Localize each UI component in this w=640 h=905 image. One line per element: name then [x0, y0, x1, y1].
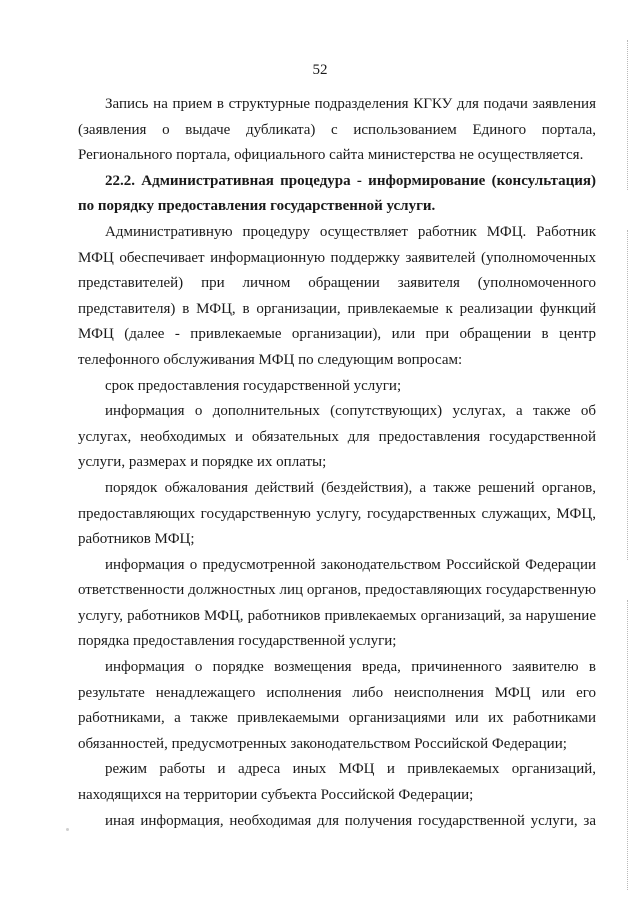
list-item-liability-info: информация о предусмотренной законодательством Российской Федерации ответственности должностных лиц органов, предоставляющих государственную услугу, работников МФЦ, работников привлекаемых организаций, за нарушение порядка предоставления государственной услуги;: [78, 556, 596, 650]
list-item-working-hours: режим работы и адреса иных МФЦ и привлекаемых организаций, находящихся на территории субъекта Российской Федерации;: [78, 761, 596, 804]
scan-margin-line: [627, 40, 628, 190]
scan-speck: [66, 828, 69, 831]
paragraph-appointment-note: Запись на прием в структурные подразделения КГКУ для подачи заявления (заявления о выдаче дубликата) с использованием Единого портала, Регионального портала, официального сайта министерства не осуществляется.: [78, 96, 596, 164]
list-item-service-term: срок предоставления государственной услуги;: [105, 377, 402, 394]
list-item-additional-services: информация о дополнительных (сопутствующих) услугах, а также об услугах, необходимых и обязательных для предоставления государственной услуги, размерах и порядке их оплаты;: [78, 403, 596, 471]
document-body: [78, 92, 596, 834]
scan-margin-line: [627, 230, 628, 560]
section-heading-22-2: 22.2. Административная процедура - информирование (консультация) по порядку предоставления государственной услуги.: [78, 172, 596, 215]
list-item-other-info: иная информация, необходимая для получения государственной услуги, за: [105, 812, 596, 829]
paragraph-procedure-description: Административную процедуру осуществляет работник МФЦ. Работник МФЦ обеспечивает информационную поддержку заявителей (уполномоченных представителей) при личном обращении заявителя (уполномоченного представителя) в МФЦ, в организации, привлекаемые к реализации функций МФЦ (далее - привлекаемые организации), или при обращении в центр телефонного обслуживания МФЦ по следующим вопросам:: [78, 223, 596, 368]
page-number: 52: [312, 62, 328, 78]
list-item-appeal-procedure: порядок обжалования действий (бездействия), а также решений органов, предоставляющих государственную услугу, государственных служащих, МФЦ, работников МФЦ;: [78, 479, 596, 548]
list-item-damage-compensation: информация о порядке возмещения вреда, причиненного заявителю в результате ненадлежащего исполнения либо неисполнения МФЦ или его работниками, а также привлекаемыми организациями или их работниками обязанностей, предусмотренных законодательством Российской Федерации;: [78, 659, 596, 752]
scan-margin-line: [627, 600, 628, 890]
